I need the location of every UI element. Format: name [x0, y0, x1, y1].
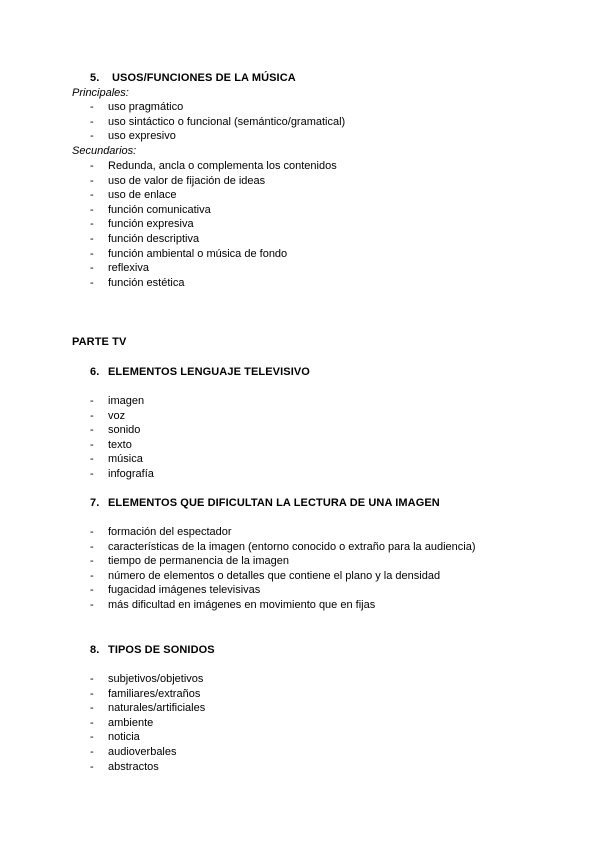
bullet-dash: - — [90, 247, 94, 260]
bullet-dash: - — [90, 160, 94, 172]
bullet-dash: - — [90, 115, 94, 128]
list-item-text: función estética — [108, 276, 185, 289]
bullet-dash: - — [90, 467, 94, 480]
list-item-text: audioverbales — [108, 745, 177, 758]
list-item-text: número de elementos o detalles que contiene el plano y la densidad — [108, 569, 441, 582]
list-item-text: fugacidad imágenes televisivas — [108, 584, 261, 597]
bullet-dash: - — [90, 526, 94, 538]
bullet-dash: - — [90, 174, 94, 187]
bullet-dash: - — [90, 409, 94, 422]
bullet-dash: - — [90, 569, 94, 582]
list-item-text: función comunicativa — [108, 203, 211, 216]
list-item-text: función ambiental o música de fondo — [108, 247, 288, 260]
section-number: 8. — [90, 644, 100, 656]
section-title: ELEMENTOS LENGUAJE TELEVISIVO — [108, 366, 310, 378]
bullet-dash: - — [90, 716, 94, 729]
section-title: USOS/FUNCIONES DE LA MÚSICA — [112, 72, 296, 84]
list-item-text: familiares/extraños — [108, 687, 201, 700]
section-5-heading — [90, 72, 296, 84]
list-item-text: música — [108, 453, 143, 466]
list-item-text: uso sintáctico o funcional (semántico/gramatical) — [108, 115, 346, 128]
list-item-text: subjetivos/objetivos — [108, 673, 204, 685]
bullet-dash: - — [90, 189, 94, 202]
secundarios-label: Secundarios: — [72, 145, 137, 157]
bullet-dash: - — [90, 453, 94, 466]
section-6-heading — [90, 366, 310, 378]
bullet-dash: - — [90, 262, 94, 275]
section-number: 5. — [90, 72, 100, 84]
list-item-text: reflexiva — [108, 262, 149, 275]
list-item-text: función expresiva — [108, 218, 194, 231]
bullet-dash: - — [90, 673, 94, 685]
list-item-text: uso de enlace — [108, 189, 177, 202]
list-item-text: infografía — [108, 467, 154, 480]
list-item-text: uso expresivo — [108, 130, 176, 143]
bullet-dash: - — [90, 687, 94, 700]
parte-tv-heading: PARTE TV — [72, 336, 127, 348]
list-item-text: ambiente — [108, 716, 154, 729]
bullet-dash: - — [90, 555, 94, 568]
list-item-text: sonido — [108, 424, 141, 437]
bullet-dash: - — [90, 424, 94, 437]
list-item-text: voz — [108, 409, 126, 422]
section-number: 6. — [90, 366, 100, 378]
section-title: TIPOS DE SONIDOS — [108, 644, 215, 656]
list-item-text: naturales/artificiales — [108, 702, 206, 715]
list-item-text: función descriptiva — [108, 232, 200, 245]
list-item-text: más dificultad en imágenes en movimiento que en fijas — [108, 598, 376, 611]
section-8-heading — [90, 644, 215, 656]
bullet-dash: - — [90, 276, 94, 289]
section-7-heading — [90, 497, 440, 509]
bullet-dash: - — [90, 232, 94, 245]
bullet-dash: - — [90, 731, 94, 744]
bullet-dash: - — [90, 702, 94, 715]
bullet-dash: - — [90, 218, 94, 231]
list-item-text: texto — [108, 438, 132, 451]
list-item-text: uso pragmático — [108, 101, 184, 113]
bullet-dash: - — [90, 101, 94, 113]
bullet-dash: - — [90, 760, 94, 773]
principales-label: Principales: — [72, 87, 129, 99]
bullet-dash: - — [90, 745, 94, 758]
list-item-text: abstractos — [108, 760, 159, 773]
list-item-text: tiempo de permanencia de la imagen — [108, 555, 290, 568]
list-item-text: uso de valor de fijación de ideas — [108, 174, 266, 187]
bullet-dash: - — [90, 584, 94, 597]
bullet-dash: - — [90, 203, 94, 216]
bullet-dash: - — [90, 130, 94, 143]
list-item-text: características de la imagen (entorno conocido o extraño para la audiencia) — [108, 540, 476, 553]
section-title: ELEMENTOS QUE DIFICULTAN LA LECTURA DE UNA IMAGEN — [108, 497, 440, 509]
bullet-dash: - — [90, 540, 94, 553]
bullet-dash: - — [90, 438, 94, 451]
list-item-text: imagen — [108, 395, 145, 407]
section-number: 7. — [90, 497, 100, 509]
list-item-text: noticia — [108, 731, 140, 744]
list-item-text: Redunda, ancla o complementa los contenidos — [108, 160, 337, 172]
bullet-dash: - — [90, 598, 94, 611]
list-item-text: formación del espectador — [108, 526, 232, 538]
bullet-dash: - — [90, 395, 94, 407]
